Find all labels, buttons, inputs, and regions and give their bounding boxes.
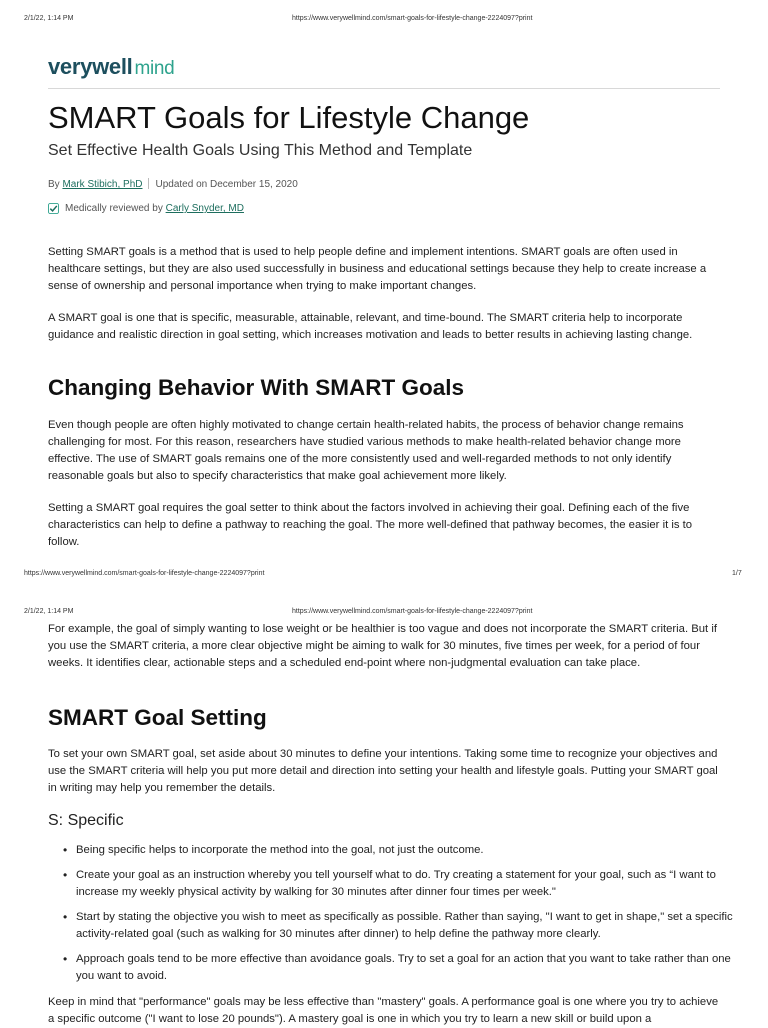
paragraph-definition: A SMART goal is one that is specific, measurable, attainable, relevant, and time-bound. The SMART criteria help to incorporate guidance and realistic direction in goal setting, which increases motivation and leads to better results in achieving lasting change. xyxy=(48,312,693,341)
heading-changing-behavior: Changing Behavior With SMART Goals xyxy=(48,375,465,400)
reviewer-link[interactable]: Carly Snyder, MD xyxy=(165,203,244,214)
check-shield-icon xyxy=(48,203,59,214)
paragraph-intro: Setting SMART goals is a method that is used to help people define and implement intentions. SMART goals are often used in healthcare settings, but they are also used successfully in business and educational settings because they help to create increase a sense of ownership and personal importance when trying to make important changes. xyxy=(48,246,707,292)
list-item: • Start by stating the objective you wish to meet as specifically as possible. Rather than saying, "I want to get in shape," set a specific activity-related goal (such as walking for 30 minutes after dinner) to help define the pathway more clearly. xyxy=(76,909,752,943)
site-logo[interactable] xyxy=(48,54,174,80)
by-prefix: By xyxy=(48,179,60,190)
print-page-number: 1/7 xyxy=(732,570,742,577)
updated-date: Updated on December 15, 2020 xyxy=(155,179,298,190)
list-item: • Create your goal as an instruction whereby you tell yourself what to do. Try creating a statement for your goal, such as “I want to increase my weekly physical activity by walking for 30 minutes after dinner four times per week." xyxy=(76,867,752,901)
print-url: https://www.verywellmind.com/smart-goals-for-lifestyle-change-2224097?print xyxy=(292,608,533,615)
print-url: https://www.verywellmind.com/smart-goals-for-lifestyle-change-2224097?print xyxy=(292,15,533,22)
list-item: • Approach goals tend to be more effective than avoidance goals. Try to set a goal for an action that you want to take rather than one you want to avoid. xyxy=(76,951,752,985)
print-date: 2/1/22, 1:14 PM xyxy=(24,608,74,615)
heading-specific: S: Specific xyxy=(48,812,124,829)
header-divider xyxy=(48,88,720,89)
logo-mind: mind xyxy=(134,58,175,79)
medical-review xyxy=(48,203,244,214)
print-footer-url: https://www.verywellmind.com/smart-goals-for-lifestyle-change-2224097?print xyxy=(24,570,265,577)
author-link[interactable]: Mark Stibich, PhD xyxy=(62,179,143,190)
print-date: 2/1/22, 1:14 PM xyxy=(24,15,74,22)
paragraph-set-goal: To set your own SMART goal, set aside about 30 minutes to define your intentions. Taking some time to recognize your objectives and use the SMART criteria will help you put more detail and direction into setting your health and lifestyle goals. Putting your SMART goal in writing may help you remember the details. xyxy=(48,748,718,794)
reviewed-prefix: Medically reviewed by xyxy=(65,203,163,214)
byline-separator xyxy=(148,178,149,189)
list-item: • Being specific helps to incorporate the method into the goal, not just the outcome. xyxy=(76,842,752,859)
heading-smart-goal-setting: SMART Goal Setting xyxy=(48,705,267,730)
logo-verywell: verywell xyxy=(48,54,133,79)
specific-list xyxy=(48,842,752,993)
byline xyxy=(48,178,298,190)
article-title: SMART Goals for Lifestyle Change xyxy=(48,100,530,135)
paragraph-example: For example, the goal of simply wanting to lose weight or be healthier is too vague and does not incorporate the SMART criteria. But if you use the SMART criteria, a more clear objective might be aiming to walk for 30 minutes, five times per week, for a period of four weeks. It identifies clear, actionable steps and a scheduled end-point where non-judgmental evaluation can take place. xyxy=(48,623,717,669)
paragraph-behavior-change: Even though people are often highly motivated to change certain health-related habits, the process of behavior change remains challenging for most. For this reason, researchers have studied various methods to make health-related behavior change more effective. The use of SMART goals remains one of the more consistently used and well-regarded methods to not only identify reasonable goals but also to specify characteristics that make goal achievement more likely. xyxy=(48,419,684,482)
paragraph-setting-goal: Setting a SMART goal requires the goal setter to think about the factors involved in achieving their goal. Defining each of the five characteristics can help to define a pathway to reaching the goal. The more well-defined that pathway becomes, the easier it is to follow. xyxy=(48,502,693,548)
article-subtitle: Set Effective Health Goals Using This Method and Template xyxy=(48,142,473,159)
paragraph-performance-mastery: Keep in mind that "performance" goals may be less effective than "mastery" goals. A performance goal is one where you try to achieve a specific outcome ("I want to lose 20 pounds"). A mastery goal is one in which you try to learn a new skill or build upon a xyxy=(48,996,719,1025)
